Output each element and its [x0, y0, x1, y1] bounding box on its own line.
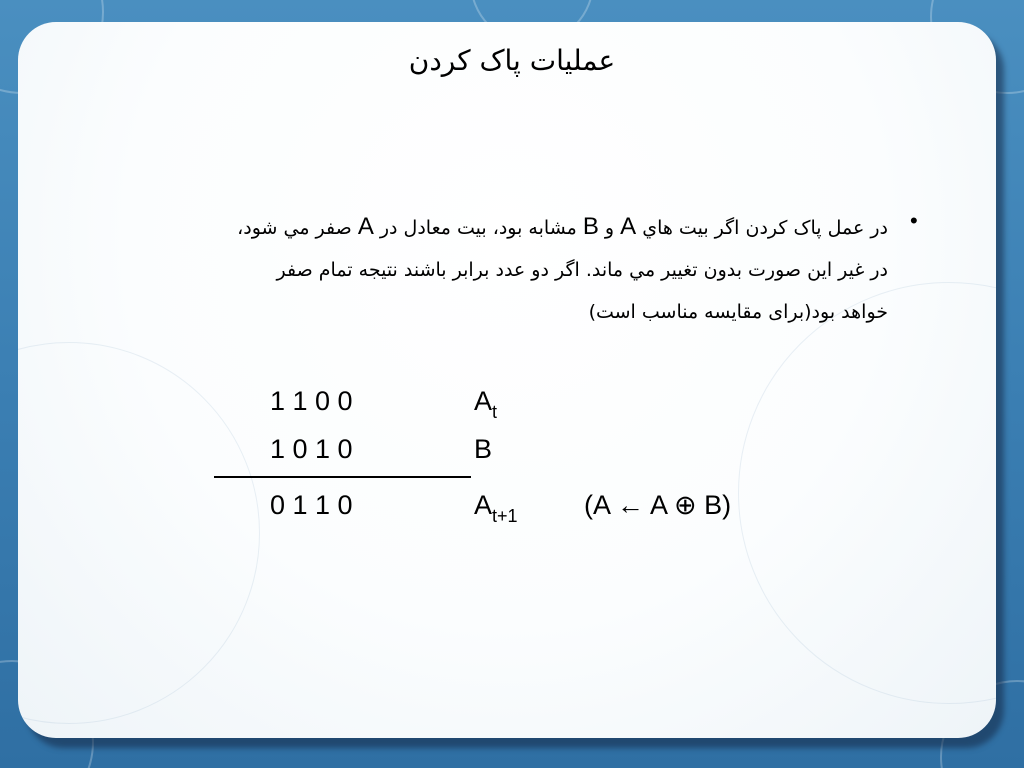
paragraph-text: و	[598, 217, 621, 239]
slide-title: عمليات پاک کردن	[408, 44, 616, 77]
label-subscript: t+1	[492, 506, 518, 526]
paragraph-text: مشابه بود، بيت معادل در	[373, 217, 583, 239]
label-var: B	[474, 434, 493, 464]
operation-formula: (A ← A ⊕ B)	[584, 490, 732, 520]
variable-a: A	[620, 213, 637, 240]
bullet-paragraph	[88, 206, 888, 333]
row-1-bits: 1 1 0 0	[270, 386, 353, 416]
content-panel	[18, 22, 996, 738]
row-1-label	[474, 386, 497, 423]
label-var: A	[474, 490, 493, 520]
row-3-label	[474, 490, 518, 527]
variable-a: A	[357, 213, 374, 240]
row-2-label	[474, 434, 492, 471]
sum-divider-line	[214, 476, 471, 478]
paragraph-text: صفر مي شود،	[237, 217, 358, 239]
row-2-bits: 1 0 1 0	[270, 434, 353, 464]
panel-watermark	[738, 282, 996, 704]
paragraph-text: در عمل پاک کردن اگر بيت هاي	[636, 217, 888, 239]
bullet-marker: •	[910, 208, 918, 233]
paragraph-line-2: در غير اين صورت بدون تغيير مي ماند. اگر دو عدد برابر باشند نتيجه تمام صفر	[276, 259, 888, 281]
row-3-bits: 0 1 1 0	[270, 490, 353, 520]
panel-watermark	[18, 342, 260, 724]
label-subscript: t	[492, 402, 498, 422]
paragraph-line-3: خواهد بود(برای مقايسه مناسب است)	[588, 301, 888, 323]
variable-b: B	[582, 213, 599, 240]
label-var: A	[474, 386, 493, 416]
paragraph-line-1	[88, 206, 888, 249]
